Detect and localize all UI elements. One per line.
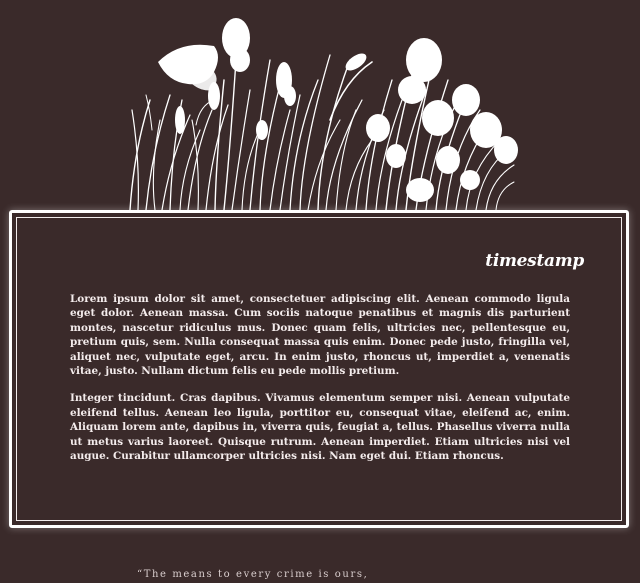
- post-paragraph: Integer tincidunt. Cras dapibus. Vivamus elementum semper nisi. Aenean vulputate eleifend tellus. Aenean leo ligula, porttitor eu, consequat vitae, eleifend ac, enim. Aliquam lorem ante, dapibus in, viverra quis, feugiat a, tellus. Phasellus viverra nulla ut metus varius laoreet. Quisque rutrum. Aenean imperdiet. Etiam ultricies nisi vel augue. Curabitur ullamcorper ultricies nisi. Nam eget dui. Etiam rhoncus.: [70, 392, 570, 463]
- post-timestamp[interactable]: timestamp: [485, 251, 584, 271]
- post-paragraph: Lorem ipsum dolor sit amet, consectetuer adipiscing elit. Aenean commodo ligula eget dolor. Aenean massa. Cum sociis natoque penatibus et magnis dis parturient montes, nascetur ridiculus mus. Donec quam felis, ultricies nec, pellentesque eu, pretium quis, sem. Nulla consequat massa quis enim. Donec pede justo, fringilla vel, aliquet nec, vulputate eget, arcu. In enim justo, rhoncus ut, imperdiet a, venenatis vitae, justo. Nullam dictum felis eu pede mollis pretium.: [70, 293, 570, 378]
- header-wildflowers-image: [0, 0, 640, 212]
- footer-quote: “The means to every crime is ours,: [137, 569, 369, 580]
- post-body: [70, 292, 570, 476]
